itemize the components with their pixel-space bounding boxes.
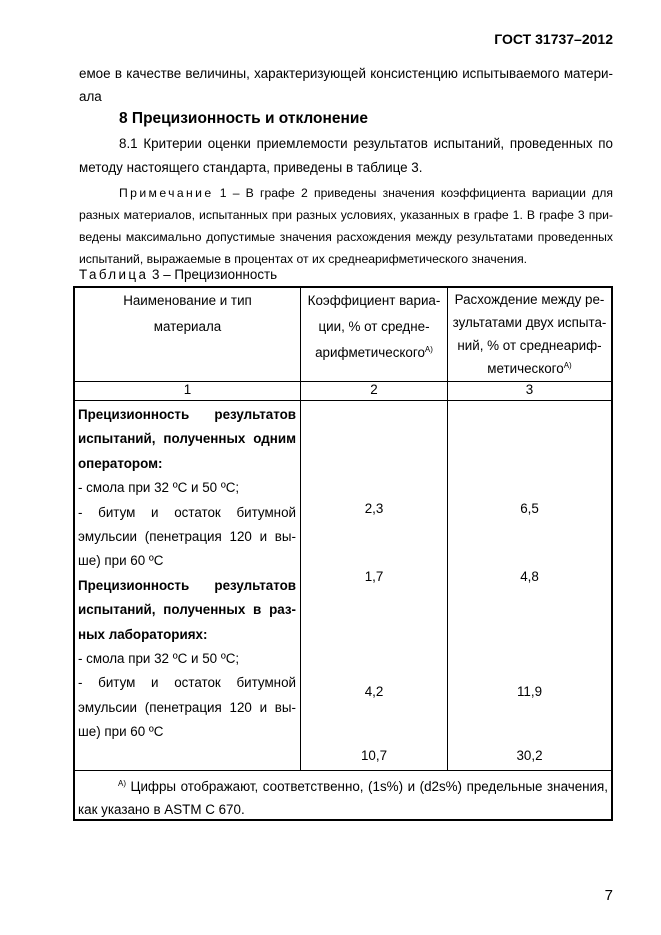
footnote-marker: А) <box>118 779 126 788</box>
cv-value: 10,7 <box>360 748 388 763</box>
col-number-1: 1 <box>183 382 192 397</box>
header-col-3-line: зультатами двух испыта- <box>452 315 607 330</box>
header-col-2-line: Коэффициент вариа- <box>307 293 441 308</box>
header-col-2-text: арифметического <box>315 345 425 360</box>
header-col-1 <box>75 288 300 340</box>
header-col-3 <box>448 288 611 380</box>
material-line: испытаний, полученных одним <box>78 431 296 447</box>
cv-value: 1,7 <box>364 569 384 584</box>
table-caption-text: 3 – Прецизионность <box>148 267 278 282</box>
note-line-1 <box>119 182 613 204</box>
precision-table <box>73 286 613 821</box>
table-caption <box>79 263 277 287</box>
footnote-marker: А) <box>424 345 433 354</box>
footnote-indent <box>78 779 118 794</box>
note-line-4: испытаний, выражаемые в процентах от их среднеарифметического значения. <box>79 252 528 266</box>
intro-line-2: ала <box>79 89 102 104</box>
material-line: Прецизионность результатов <box>78 407 296 422</box>
footnote-divider <box>75 770 611 771</box>
table-caption-label: Таблица <box>79 267 149 282</box>
material-line: - битум и остаток битумной <box>78 675 296 691</box>
col-number-3: 3 <box>525 382 534 397</box>
material-line: эмульсии (пенетрация 120 и вы- <box>78 529 296 545</box>
cv-value: 2,3 <box>364 501 384 516</box>
diff-value: 11,9 <box>516 684 543 699</box>
material-line: оператором: <box>78 455 163 471</box>
header-col-3-text: метического <box>487 361 564 376</box>
cv-value: 4,2 <box>364 684 384 699</box>
page-number: 7 <box>604 887 613 904</box>
header-col-1-line: Наименование и тип <box>123 293 252 308</box>
header-col-2-line: ции, % от средне- <box>318 319 430 334</box>
material-line: эмульсии (пенетрация 120 и вы- <box>78 699 296 715</box>
diff-value: 4,8 <box>520 569 539 584</box>
material-line: - битум и остаток битумной <box>78 504 296 520</box>
col-number-2: 2 <box>370 382 378 397</box>
material-line: - смола при 32 ºС и 50 ºС; <box>78 651 240 667</box>
footnote-marker: А) <box>563 361 572 370</box>
header-col-3-line: Расхождение между ре- <box>454 292 605 307</box>
material-line: ных лабораториях: <box>78 626 208 642</box>
section-title: 8 Прецизионность и отклонение <box>119 110 369 127</box>
header-col-2 <box>301 288 447 366</box>
footnote-text: Цифры отображают, соответственно, (1s%) и (d2s%) предельные значения, <box>126 779 608 794</box>
note-line-1-text: 1 – В графе 2 приведены значения коэффициента вариации для <box>213 186 613 200</box>
material-line: - смола при 32 ºС и 50 ºС; <box>78 480 240 496</box>
table-footnote-line-2: как указано в ASTM C 670. <box>78 802 245 817</box>
header-col-2-line <box>301 340 447 366</box>
material-column <box>78 403 296 745</box>
diff-value: 30,2 <box>516 748 543 763</box>
diff-value: 6,5 <box>520 501 539 516</box>
header-col-3-line <box>448 357 611 380</box>
material-line: ше) при 60 ºС <box>78 724 164 740</box>
header-col-3-line: ний, % от среднеариф- <box>457 338 602 353</box>
note-label: Примечание <box>119 186 214 200</box>
material-line: ше) при 60 ºС <box>78 553 164 569</box>
material-line: испытаний, полученных в раз- <box>78 602 296 618</box>
material-line: Прецизионность результатов <box>78 577 296 593</box>
para-line-1: 8.1 Критерии оценки приемлемости результатов испытаний, проведенных по <box>119 136 613 151</box>
document-header: ГОСТ 31737–2012 <box>494 31 613 47</box>
note-line-2: разных материалов, испытанных при разных условиях, указанных в графе 1. В графе 3 при- <box>79 208 613 222</box>
para-line-2: методу настоящего стандарта, приведены в таблице 3. <box>79 160 423 175</box>
header-col-1-line: материала <box>153 319 222 334</box>
intro-line-1: емое в качестве величины, характеризующей консистенцию испытываемого матери- <box>79 66 613 81</box>
note-line-3: ведены максимально допустимые значения расхождения между результатами проведенных <box>79 230 613 244</box>
